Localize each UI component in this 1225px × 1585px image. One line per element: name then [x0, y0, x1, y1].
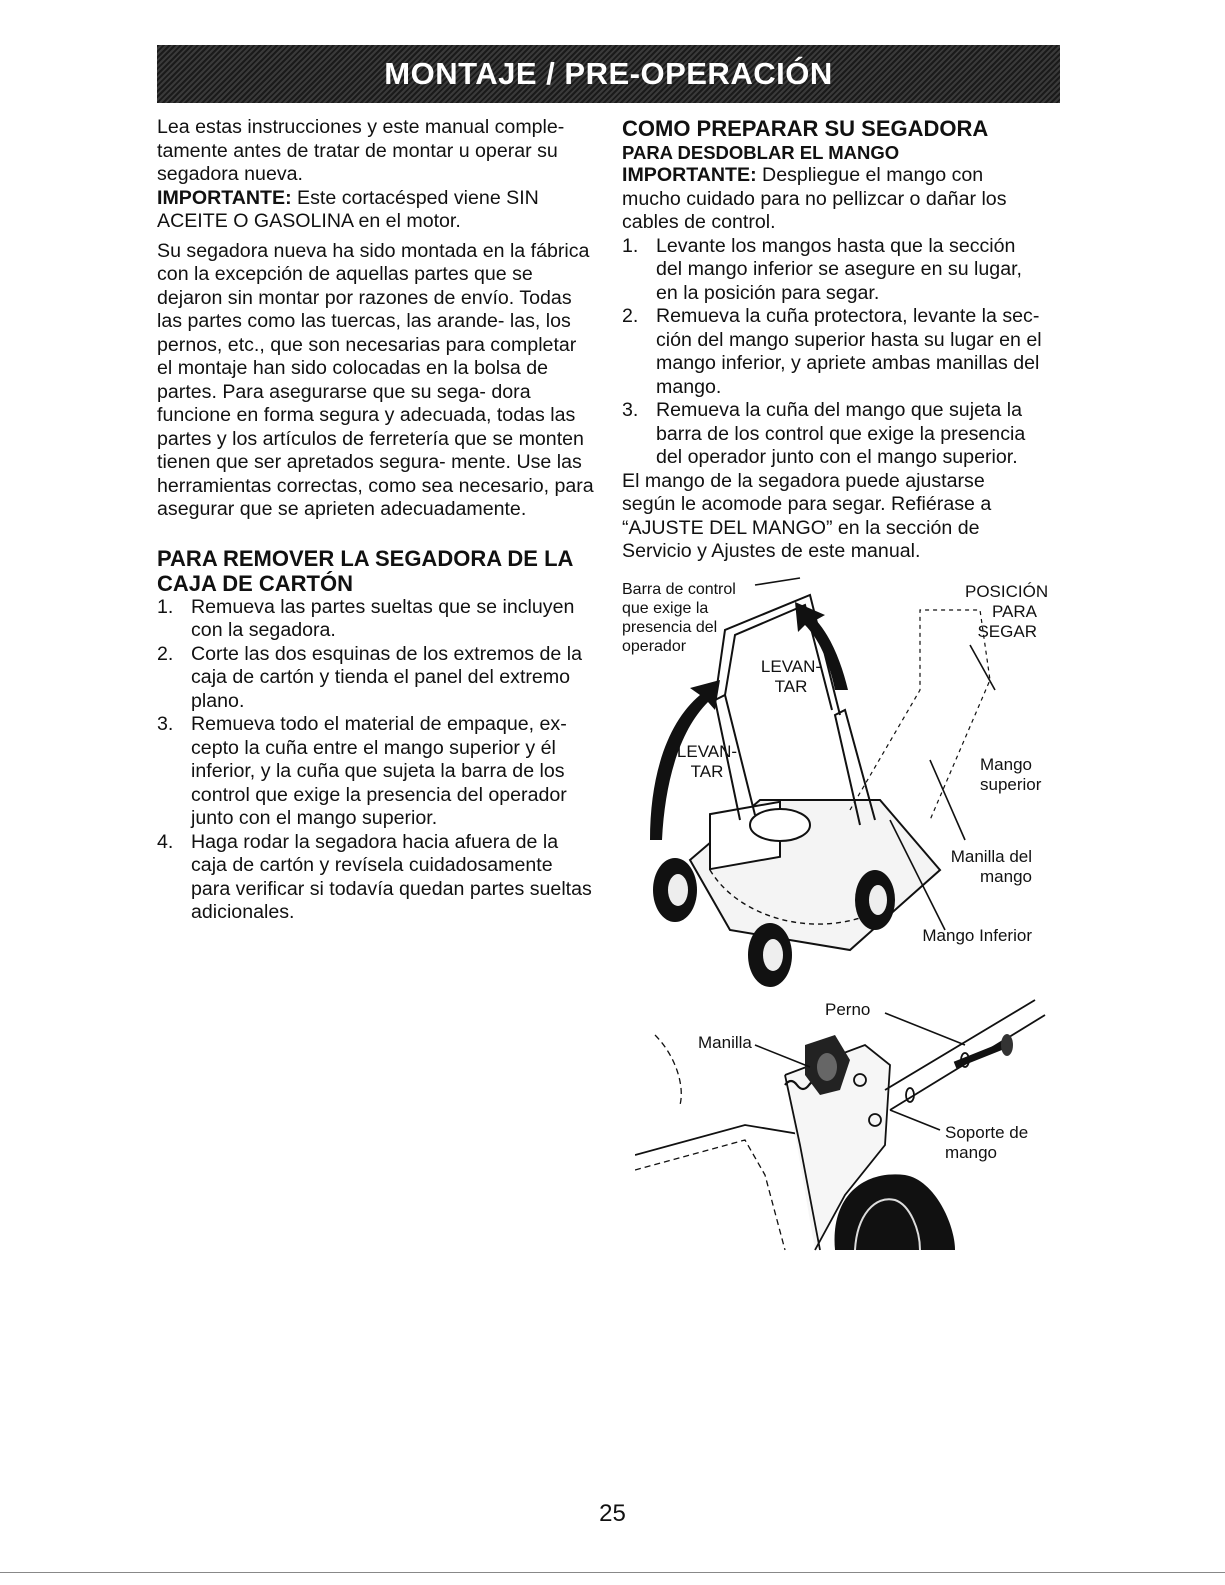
handle-knob-label: Manilla del mango [950, 847, 1032, 886]
bolt-icon [955, 1034, 1013, 1065]
prepare-heading: COMO PREPARAR SU SEGADORA [622, 116, 989, 141]
upper-handle-label: Mango superior [980, 755, 1042, 794]
wheel-front-left [653, 858, 697, 922]
unfold-steps-list [622, 235, 1042, 470]
wheel-rear-right [855, 870, 895, 930]
lower-handle-label: Mango Inferior [922, 926, 1032, 945]
right-column [622, 116, 1042, 564]
control-bar-label: Barra de control que exige la presencia del operador [622, 581, 736, 655]
list-item: 2. Remueva la cuña protectora, levante la sec- ción del mango superior hasta su lugar en el mango inferior, y apriete ambas manillas del mango. [622, 305, 1042, 398]
list-item: 1. Remueva las partes sueltas que se incluyen con la segadora. [157, 595, 575, 641]
handle-adjust-paragraph: El mango de la segadora puede ajustarse según le acomode para segar. Refiérase a “AJUSTE DEL MANGO” en la sección de Servicio y Ajustes de este manual. [622, 469, 992, 562]
banner-title: MONTAJE / PRE-OPERACIÓN [384, 56, 833, 91]
list-item: 3. Remueva la cuña del mango que sujeta la barra de los control que exige la presencia del operador junto con el mango superior. [622, 399, 1026, 468]
list-item: 3. Remueva todo el material de empaque, ex- cepto la cuña entre el mango superior y él inferior, y la cuña que sujeta la barra de los control que exige la presencia del operador junto con el mango superior. [157, 713, 567, 829]
important-label: IMPORTANTE: [622, 164, 757, 186]
mowing-position-label: POSICIÓN PARA SEGAR [965, 582, 1049, 641]
bolt-label: Perno [825, 1000, 871, 1019]
page-bottom-rule [0, 1572, 1225, 1573]
unfold-subheading: PARA DESDOBLAR EL MANGO [622, 142, 900, 163]
bracket-label: Soporte de mango [945, 1123, 1029, 1162]
page-number: 25 [599, 1500, 626, 1527]
wheel-front-right [748, 923, 792, 987]
important-label: IMPORTANTE: [157, 186, 292, 209]
lift-label-lower: LEVAN- TAR [676, 742, 738, 781]
important-text: Este cortacésped viene SIN ACEITE O GASOLINA en el motor. [157, 186, 539, 232]
left-column [157, 116, 597, 925]
handle-important-note [622, 164, 1042, 235]
section-banner [157, 45, 1060, 103]
lift-label-upper: LEVAN- TAR [760, 657, 822, 696]
knob-label: Manilla [698, 1033, 752, 1052]
intro-paragraph: Lea estas instrucciones y este manual comple- tamente antes de tratar de montar u operar su segadora nueva. [157, 116, 565, 185]
list-item: 2. Corte las dos esquinas de los extremos de la caja de cartón y tienda el panel del extremo plano. [157, 642, 582, 712]
important-text: Despliegue el mango con mucho cuidado para no pellizcar o dañar los cables de control. [622, 164, 1007, 233]
handle-bracket-figure [635, 995, 1055, 1255]
list-item: 1. Levante los mangos hasta que la sección del mango inferior se asegure en su lugar, en la posición para segar. [622, 234, 1022, 304]
important-note [157, 187, 597, 234]
remove-section-title: PARA REMOVER LA SEGADORA DE LA CAJA DE CARTÓN [157, 545, 573, 596]
remove-steps-list [157, 596, 597, 925]
mower-handle-figure [620, 570, 1049, 990]
list-item: 4. Haga rodar la segadora hacia afuera de la caja de cartón y revísela cuidadosamente para verificar si todavía quedan partes sueltas adicionales. [157, 830, 592, 923]
assembly-paragraph: Su segadora nueva ha sido montada en la fábrica con la excepción de aquellas partes que se dejaron sin montar por razones de envío. Todas las partes como las tuercas, las arande- las, los pernos, etc., que son necesarias para completar el montaje han sido colocadas en la bolsa de partes. Para asegurarse que su sega- dora funcione en forma segura y adecuada, todas las partes y los artículos de ferretería que se monten tienen que ser apretados segura- mente. Use las herramientas correctas, como sea necesario, para asegurar que se aprieten adecuadamente. [157, 239, 594, 520]
